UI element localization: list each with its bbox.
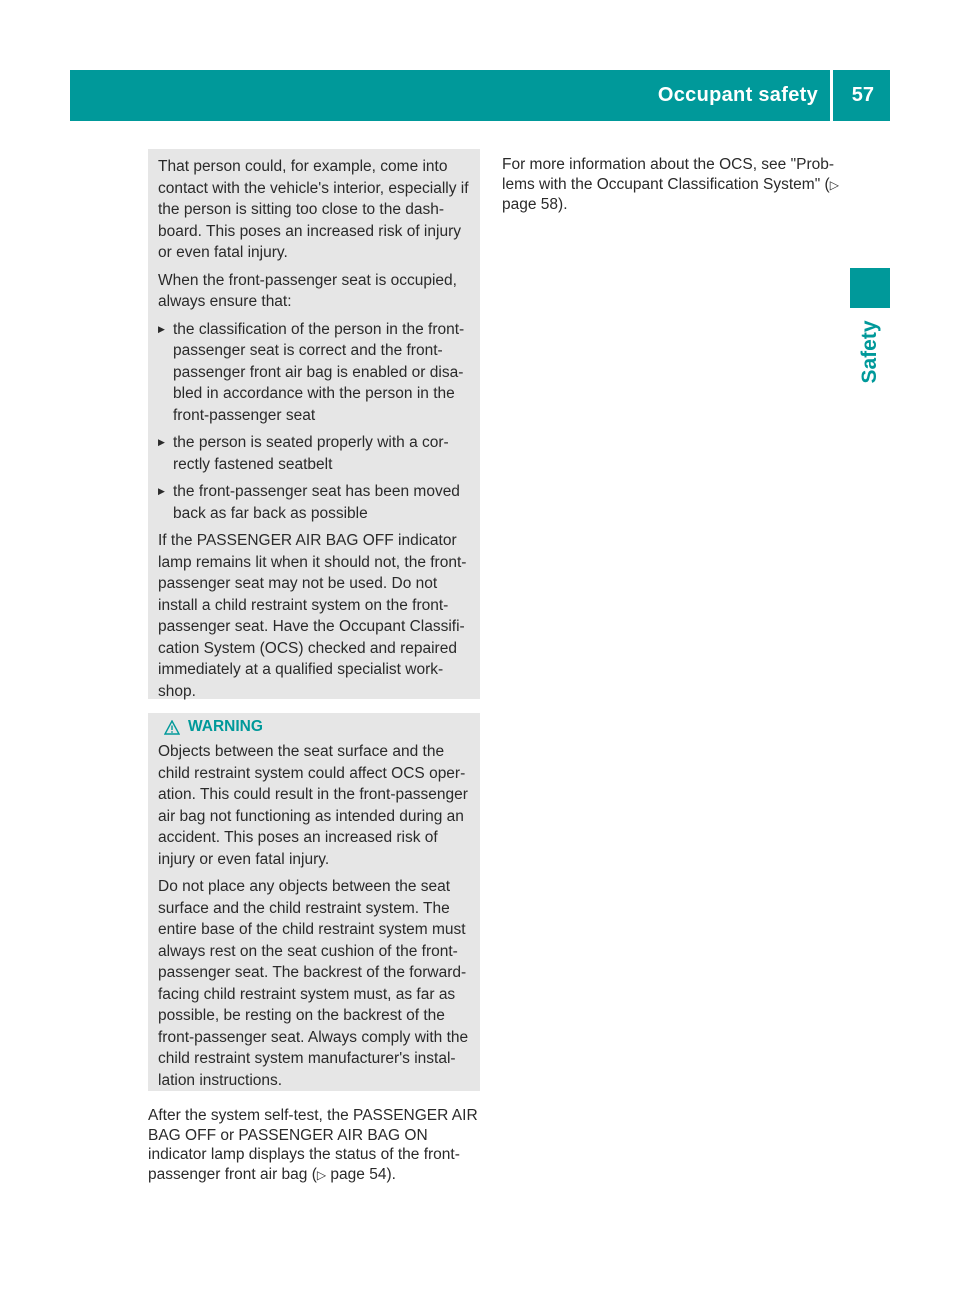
list-item-text: the person is seated properly with a cor-rectly fastened seatbelt	[173, 434, 449, 473]
list-item-text: the front-passenger seat has been moved back as far back as possible	[173, 483, 460, 522]
info-paragraph-1: That person could, for example, come into contact with the vehicle's interior, especially if the person is sitting too close to the dash-board. This poses an increased risk of injury or even fatal injury.	[158, 158, 469, 261]
right-column-text-end: ).	[558, 196, 568, 213]
body-text-end: ).	[386, 1165, 396, 1183]
bullet-icon: ▶	[158, 323, 165, 334]
list-item	[158, 481, 475, 524]
warning-box	[148, 713, 480, 1091]
page-header	[70, 70, 890, 121]
bullet-icon: ▶	[158, 437, 165, 447]
right-column-text: For more information about the OCS, see "Prob-lems with the Occupant Classification System" (	[502, 156, 835, 193]
warning-triangle-icon	[164, 720, 180, 735]
warning-paragraph-2: Do not place any objects between the seat surface and the child restraint system. The entire base of the child restraint system must always rest on the seat cushion of the front-passenger seat. The backrest of the forward-facing child restraint system must, as far as possible, be resting on the backrest of the front-passenger seat. Always comply with the child restraint system manufacturer's instal-lation instructions.	[158, 878, 469, 1089]
chapter-tab-marker	[850, 268, 890, 308]
body-text: After the system self-test, the PASSENGER AIR BAG OFF or PASSENGER AIR BAG ON indicator lamp displays the status of the front-passenger front air bag (	[148, 1107, 478, 1183]
section-title: Occupant safety	[657, 84, 818, 106]
list-item-text: the classification of the person in the front-passenger seat is correct and the front-passenger front air bag is enabled or disa-bled in accordance with the person in the front-passenger seat	[173, 320, 465, 424]
header-divider	[830, 70, 833, 121]
info-bullet-list	[158, 319, 475, 525]
page-reference-link[interactable]: page 58	[502, 196, 559, 213]
warning-heading	[164, 716, 475, 738]
right-column-paragraph	[502, 155, 842, 215]
info-box	[148, 149, 480, 699]
page-reference-arrow-icon: ▷	[829, 177, 839, 192]
bullet-icon: ▶	[158, 486, 165, 496]
info-paragraph-2: When the front-passenger seat is occupied, always ensure that:	[158, 271, 457, 310]
page-number: 57	[851, 84, 874, 106]
info-paragraph-3: If the PASSENGER AIR BAG OFF indicator lamp remains lit when it should not, the front-passenger seat may not be used. Do not install a child restraint system on the front-passenger seat. Have the Occupant Classifi-cation System (OCS) checked and repaired immediately at a qualified specialist work-shop.	[158, 532, 467, 700]
page-reference-link[interactable]: page 54	[330, 1165, 387, 1183]
warning-label: WARNING	[188, 718, 263, 735]
list-item	[158, 319, 475, 427]
body-paragraph	[148, 1106, 483, 1185]
page-reference-arrow-icon: ▷	[316, 1167, 327, 1182]
warning-paragraph-1: Objects between the seat surface and the child restraint system could affect OCS oper-ation. This could result in the front-passenger air bag not functioning as intended during an accident. This poses an increased risk of injury or even fatal injury.	[158, 743, 468, 868]
chapter-tab-label: Safety	[858, 320, 881, 384]
list-item	[158, 432, 475, 475]
